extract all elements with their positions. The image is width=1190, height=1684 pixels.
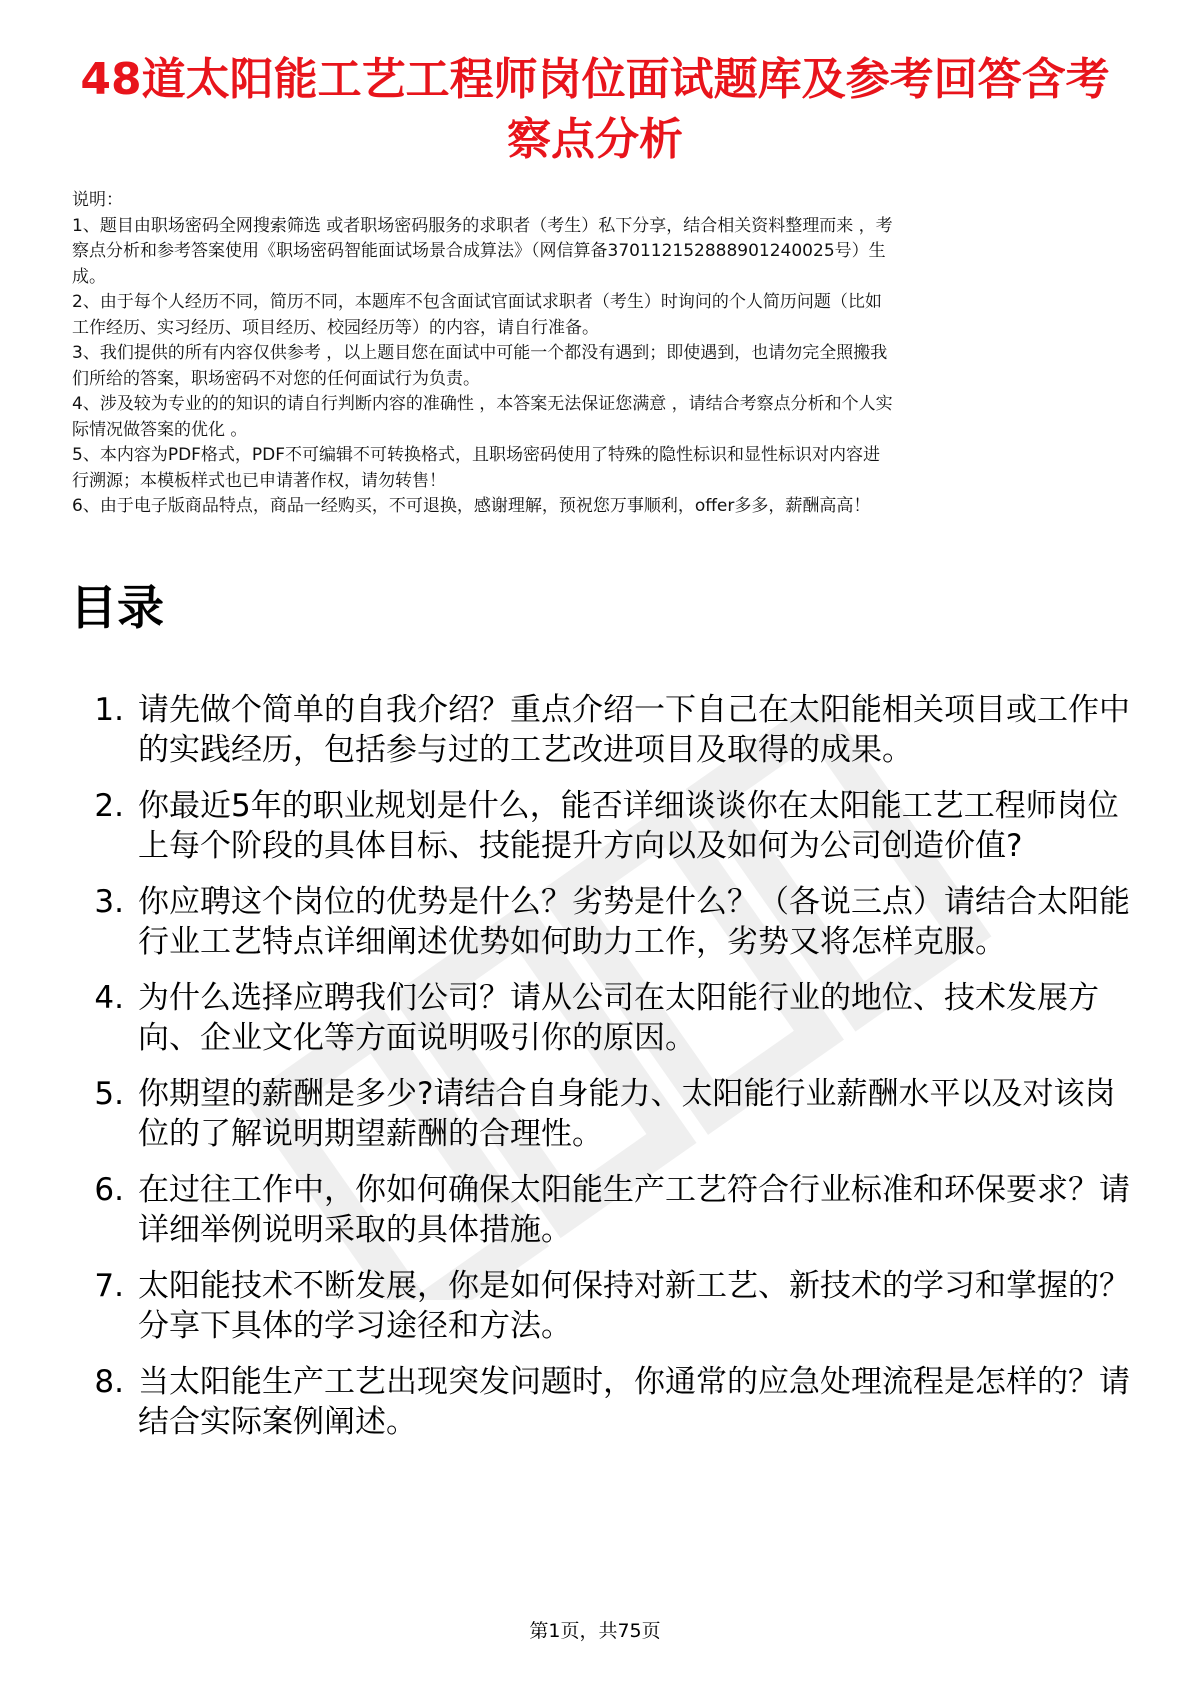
document-title: 48道太阳能工艺工程师岗位面试题库及参考回答含考察点分析 [80, 54, 1110, 165]
toc-item-text: 你最近5年的职业规划是什么，能否详细谈谈你在太阳能工艺工程师岗位上每个阶段的具体目标、技能提升方向以及如何为公司创造价值? [138, 788, 1119, 864]
notes-line: 工作经历、实习经历、项目经历、校园经历等）的内容，请自行准备。 [72, 317, 599, 338]
page-number: 第1页，共75页 [529, 1620, 661, 1642]
toc-heading: 目录 [70, 581, 164, 636]
notes-section [72, 188, 1122, 520]
notes-line: 5、本内容为PDF格式，PDF不可编辑不可转换格式，且职场密码使用了特殊的隐性标识和显性标识对内容进 [72, 445, 881, 465]
notes-line: 3、我们提供的所有内容仅供参考 ，以上题目您在面试中可能一个都没有遇到；即使遇到，也请勿完全照搬我 [72, 343, 888, 363]
toc-item-number: 1. [94, 692, 124, 728]
toc-item-number: 8. [94, 1364, 124, 1400]
notes-line: 成。 [72, 266, 106, 287]
toc-item-text: 为什么选择应聘我们公司？请从公司在太阳能行业的地位、技术发展方向、企业文化等方面说明吸引你的原因。 [138, 980, 1099, 1056]
toc-item-number: 5. [94, 1076, 124, 1112]
toc-item-number: 4. [94, 980, 124, 1016]
notes-line: 6、由于电子版商品特点，商品一经购买，不可退换，感谢理解，预祝您万事顺利，offer多多，薪酬高高！ [72, 496, 871, 516]
toc-item-6[interactable] [72, 1170, 1132, 1250]
notes-line: 2、由于每个人经历不同，简历不同，本题库不包含面试官面试求职者（考生）时询问的个人简历问题（比如 [72, 292, 882, 312]
notes-line: 行溯源；本模板样式也已申请著作权，请勿转售！ [72, 470, 446, 491]
toc-item-2[interactable] [72, 786, 1132, 866]
toc-item-4[interactable] [72, 978, 1132, 1058]
notes-line: 们所给的答案，职场密码不对您的任何面试行为负责。 [72, 368, 480, 389]
toc-item-text: 在过往工作中，你如何确保太阳能生产工艺符合行业标准和环保要求？请详细举例说明采取的具体措施。 [138, 1172, 1130, 1248]
toc-list [72, 690, 1132, 1458]
toc-item-number: 3. [94, 884, 124, 920]
toc-item-number: 6. [94, 1172, 124, 1208]
notes-line: 1、题目由职场密码全网搜索筛选 或者职场密码服务的求职者（考生）私下分享，结合相关资料整理而来 ，考 [72, 215, 893, 236]
toc-item-7[interactable] [72, 1266, 1132, 1346]
toc-item-text: 当太阳能生产工艺出现突发问题时，你通常的应急处理流程是怎样的？请结合实际案例阐述。 [138, 1364, 1130, 1440]
notes-line: 际情况做答案的优化 。 [72, 419, 248, 440]
toc-item-3[interactable] [72, 882, 1132, 962]
toc-item-text: 你期望的薪酬是多少?请结合自身能力、太阳能行业薪酬水平以及对该岗位的了解说明期望薪酬的合理性。 [138, 1076, 1116, 1152]
toc-item-text: 太阳能技术不断发展，你是如何保持对新工艺、新技术的学习和掌握的？分享下具体的学习途径和方法。 [138, 1268, 1130, 1344]
toc-item-text: 你应聘这个岗位的优势是什么？劣势是什么？（各说三点）请结合太阳能行业工艺特点详细阐述优势如何助力工作，劣势又将怎样克服。 [138, 884, 1130, 960]
toc-item-text: 请先做个简单的自我介绍？重点介绍一下自己在太阳能相关项目或工作中的实践经历，包括参与过的工艺改进项目及取得的成果。 [138, 692, 1130, 768]
notes-line: 察点分析和参考答案使用《职场密码智能面试场景合成算法》（网信算备370112152888901240025号）生 [72, 241, 886, 261]
toc-item-number: 2. [94, 788, 124, 824]
notes-heading: 说明： [72, 190, 123, 210]
toc-item-8[interactable] [72, 1362, 1132, 1442]
notes-line: 4、涉及较为专业的的知识的请自行判断内容的准确性 ，本答案无法保证您满意 ，请结合考察点分析和个人实 [72, 394, 893, 414]
toc-item-5[interactable] [72, 1074, 1132, 1154]
toc-item-1[interactable] [72, 690, 1132, 770]
toc-item-number: 7. [94, 1268, 124, 1304]
